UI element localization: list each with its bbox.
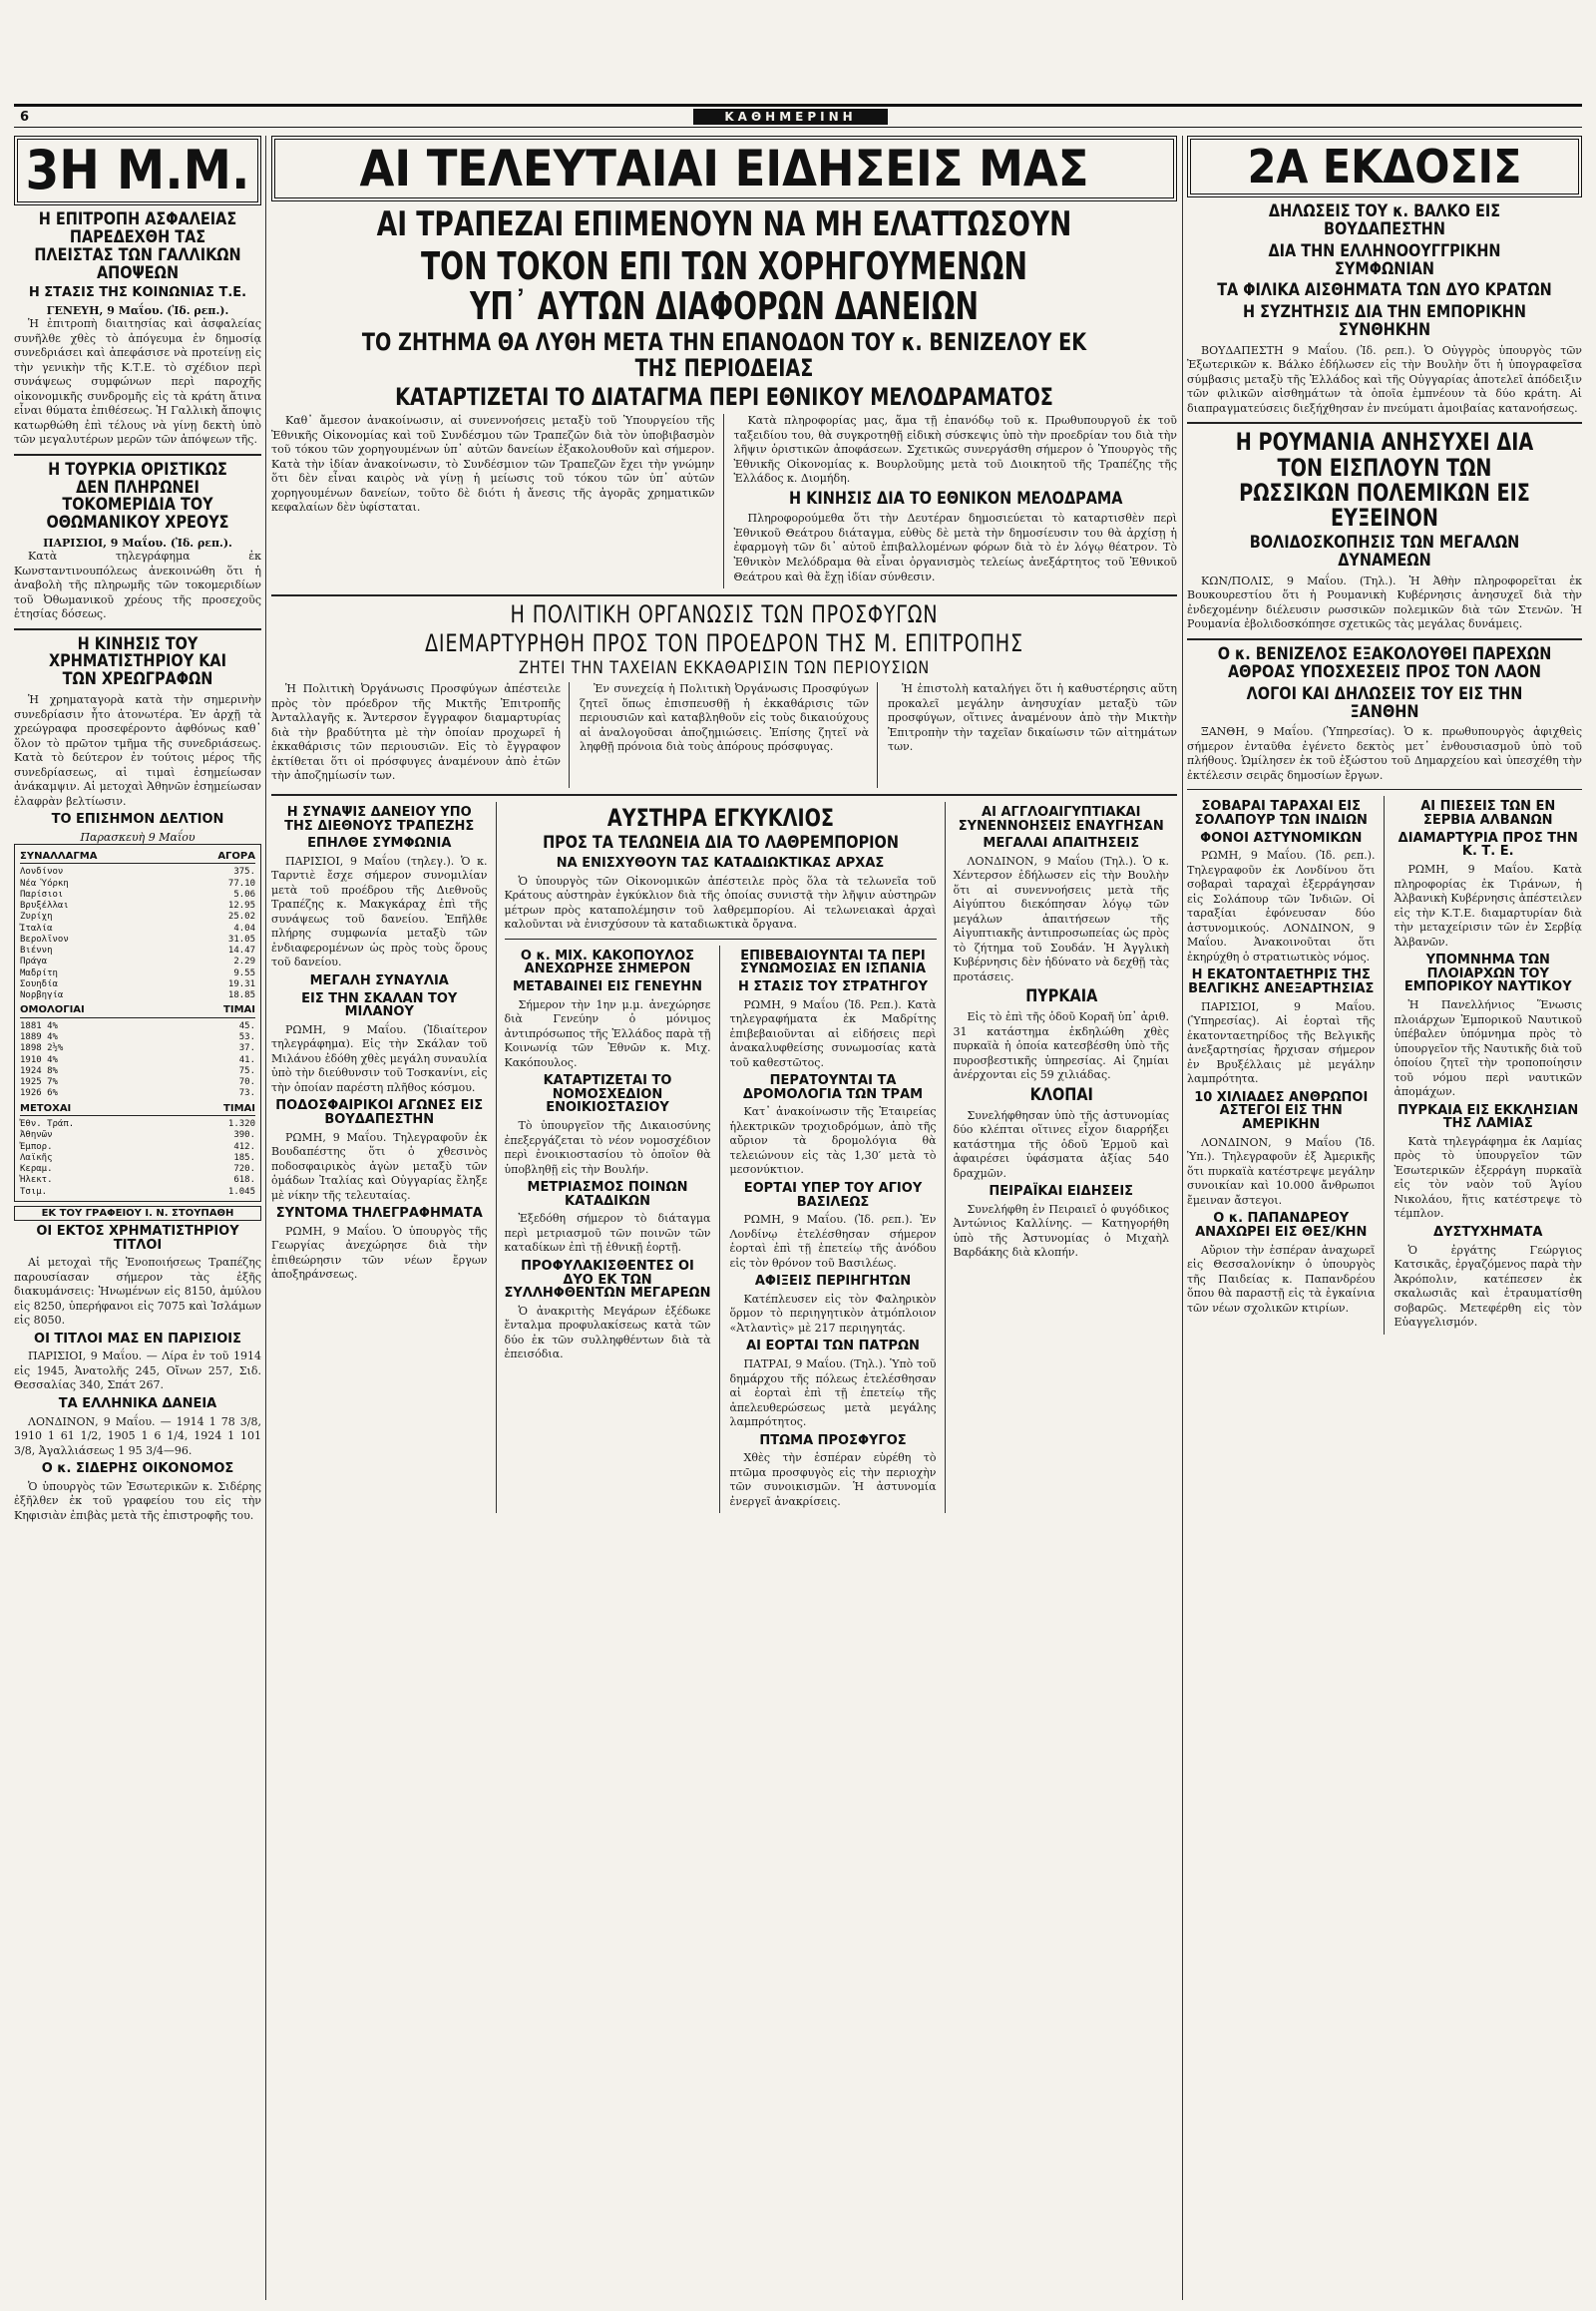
table-row (20, 946, 255, 957)
table-row (20, 1066, 255, 1077)
dateline: ΠΑΡΙΣΙΟΙ, 9 Μαΐου. (Ἰδ. ρεπ.). (43, 537, 232, 551)
table-cell-value: 390. (233, 1130, 255, 1141)
article-body: ΡΩΜΗ, 9 Μαΐου. Τηλεγραφοῦν ἐκ Βουδαπέστης ὅτι ὁ χθεσινὸς ποδοσφαιρικὸς ἀγὼν μεταξὺ τῶν ὁμάδων Ἰταλίας καὶ Οὑγγαρίας ἔληξε μὲ νίκην τῆς τελευταίας. (271, 1130, 488, 1202)
table-row (20, 1175, 255, 1186)
table-cell-value: 185. (233, 1152, 255, 1163)
article-body: Αἱ μετοχαὶ τῆς Ἑνοποιήσεως Τραπέζης παρουσίασαν σήμερον τὰς ἑξῆς διακυμάνσεις: Ἠνωμένων εἰς 8150, ἀμύλου εἰς 8250, ὑπερήφανοι εἰς 7075 καὶ Ἰσλάμων εἰς 8050. (14, 1256, 261, 1328)
article-body: Κατὰ τηλεγράφημα ἐκ Κωνσταντινουπόλεως ἀνεκοινώθη ὅτι ἡ ἀναβολὴ τῆς πληρωμῆς τῶν τοκομεριδίων τοῦ Ὀθωμανικοῦ χρέους τῆς προσεχοῦς ἑτησίας δόσεως. (14, 550, 261, 621)
table-cell-value: ΑΓΟΡΑ (217, 850, 255, 862)
table-cell-value: 45. (238, 1020, 255, 1031)
table-subtitle: Παρασκευὴ 9 Μαΐου (80, 830, 196, 844)
table-row (20, 1164, 255, 1175)
headline: ΑΙ ΕΟΡΤΑΙ ΤΩΝ ΠΑΤΡΩΝ (746, 1339, 920, 1354)
headline: Η ΡΟΥΜΑΝΙΑ ΑΝΗΣΥΧΕΙ ΔΙΑ ΤΟΝ ΕΙΣΠΛΟΥΝ ΤΩΝ ΡΩΣΣΙΚΩΝ ΠΟΛΕΜΙΚΩΝ ΕΙΣ ΕΥΞΕΙΝΟΝ (1235, 428, 1534, 533)
subheadline: ΔΙΑΜΑΡΤΥΡΙΑ ΠΡΟΣ ΤΗΝ Κ. Τ. Ε. (1397, 830, 1578, 860)
table-cell-label: ΟΜΟΛΟΓΙΑΙ (20, 1004, 85, 1016)
subheadline: ΜΕΓΑΛΑΙ ΑΠΑΙΤΗΣΕΙΣ (983, 836, 1140, 852)
article-body: Ἐν συνεχείᾳ ἡ Πολιτικὴ Ὀργάνωσις Προσφύγων ζητεῖ ὅπως ἐπισπευσθῇ ἡ ἐκκαθάρισις τῶν περιουσιῶν καὶ καταβληθοῦν εἰς τοὺς δικαιούχους αἱ ἀναλογοῦσαι ἀποζημιώσεις. Ἐπίσης ζητεῖ νὰ ληφθῇ πρόνοια διὰ τοὺς ἀπόρους πρόσφυγας. (580, 682, 878, 788)
headline: ΔΥΣΤΥΧΗΜΑΤΑ (1433, 1224, 1543, 1240)
table-cell-label: 1926 6% (20, 1088, 58, 1099)
article-body: Τὸ ὑπουργεῖον τῆς Δικαιοσύνης ἐπεξεργάζεται τὸ νέον νομοσχέδιον περὶ ἐνοικιοστασίου τὸ ὁποῖον θὰ ὑποβληθῇ εἰς τὴν Βουλήν. (504, 1119, 711, 1176)
headline: Ο κ. ΠΑΠΑΝΔΡΕΟΥ ΑΝΑΧΩΡΕΙ ΕΙΣ ΘΕΣ/ΚΗΝ (1195, 1211, 1368, 1240)
article-body: Πληροφορούμεθα ὅτι τὴν Δευτέραν δημοσιεύεται τὸ καταρτισθὲν περὶ Ἐθνικοῦ Θεάτρου διάταγμα, εὐθὺς δὲ μετὰ τὴν δημοσίευσιν του θὰ ἀρχίσῃ ἡ ἐφαρμογὴ τῶν δι᾽ αὐτοῦ ἐπιβαλλομένων φόρων διὰ τὸ ἐν λόγῳ θέατρον. Τὸ Ἐθνικὸν Μελόδραμα θὰ εἶναι ὀργανισμὸς τελείως ἀνεξάρτητος τοῦ Ἐθνικοῦ Θεάτρου καὶ θὰ ἔχῃ ἰδίαν σύνθεσιν. (733, 512, 1177, 583)
table-row (20, 851, 255, 865)
table-cell-label: Βερολῖνον (20, 934, 69, 945)
article-body: Ἐξεδόθη σήμερον τὸ διάταγμα περὶ μετριασμοῦ τῶν ποινῶν τῶν καταδίκων ἐπὶ τῇ ἐθνικῇ ἑορτῇ. (504, 1212, 711, 1255)
newspaper-name: ΚΑΘΗΜΕΡΙΝΗ (693, 109, 887, 125)
article-body: ΠΑΤΡΑΙ, 9 Μαΐου. (Τηλ.). Ὑπὸ τοῦ δημάρχου τῆς πόλεως ἐτελέσθησαν αἱ ἑορταὶ ἐπὶ τῇ ἐπετείῳ τῆς ἀπελευθερώσεως μετὰ μεγάλης λαμπρότητος. (729, 1357, 937, 1429)
headline: ΔΗΛΩΣΕΙΣ ΤΟΥ κ. ΒΑΛΚΟ ΕΙΣ ΒΟΥΔΑΠΕΣΤΗΝ (1268, 201, 1501, 239)
table-cell-value: 53. (238, 1032, 255, 1043)
main-subheadline: ΤΟ ΖΗΤΗΜΑ ΘΑ ΛΥΘΗ ΜΕΤΑ ΤΗΝ ΕΠΑΝΟΔΟΝ ΤΟΥ κ. ΒΕΝΙΖΕΛΟΥ ΕΚ ΤΗΣ ΠΕΡΙΟΔΕΙΑΣ (361, 328, 1087, 382)
table-cell-label: 1898 2½% (20, 1043, 64, 1054)
headline: ΣΟΒΑΡΑΙ ΤΑΡΑΧΑΙ ΕΙΣ ΣΟΛΑΠΟΥΡ ΤΩΝ ΙΝΔΙΩΝ (1194, 799, 1368, 829)
section-label: ΕΚ ΤΟΥ ΓΡΑΦΕΙΟΥ Ι. Ν. ΣΤΟΥΠΑΘΗ (14, 1206, 261, 1221)
headline: Η ΚΙΝΗΣΙΣ ΤΟΥ ΧΡΗΜΑΤΙΣΤΗΡΙΟΥ ΚΑΙ ΤΩΝ ΧΡΕΩΓΡΑΦΩΝ (49, 633, 226, 690)
table-cell-label: 1889 4% (20, 1032, 58, 1043)
headline: Η ΣΥΝΑΨΙΣ ΔΑΝΕΙΟΥ ΥΠΟ ΤΗΣ ΔΙΕΘΝΟΥΣ ΤΡΑΠΕΖΗΣ (284, 804, 475, 834)
table-cell-value: 9.55 (233, 967, 255, 978)
table-row (20, 968, 255, 979)
table-cell-label: Τσιμ. (20, 1186, 48, 1197)
headline: ΥΠΟΜΝΗΜΑ ΤΩΝ ΠΛΟΙΑΡΧΩΝ ΤΟΥ ΕΜΠΟΡΙΚΟΥ ΝΑΥΤΙΚΟΥ (1403, 953, 1572, 995)
dateline: ΓΕΝΕΥΗ, 9 Μαΐου. (Ἰδ. ρεπ.). (46, 304, 229, 318)
table-cell-label: Σουηδία (20, 978, 58, 989)
page-header-bar (14, 104, 1582, 128)
article-body: Συνελήφθησαν ὑπὸ τῆς ἀστυνομίας δύο κλέπται οἵτινες εἶχον διαρρήξει κατάστημα τῆς ὁδοῦ Ἑρμοῦ καὶ ἀφαιρέσει ὑφάσματα ἀξίας 540 δραχμῶν. (953, 1108, 1169, 1180)
subheadline: ΖΗΤΕΙ ΤΗΝ ΤΑΧΕΙΑΝ ΕΚΚΑΘΑΡΙΣΙΝ ΤΩΝ ΠΕΡΙΟΥΣΙΩΝ (518, 658, 931, 679)
table-title: ΤΟ ΕΠΙΣΗΜΟΝ ΔΕΛΤΙΟΝ (51, 812, 224, 828)
table-cell-value: 70. (238, 1077, 255, 1088)
table-cell-value: 412. (233, 1141, 255, 1152)
table-cell-value: 25.02 (227, 912, 255, 923)
article-body: Κατ᾽ ἀνακοίνωσιν τῆς Ἑταιρείας ἡλεκτρικῶν τροχιοδρόμων, ἀπὸ τῆς αὔριον τὰ δρομολόγια θὰ τελειώνουν εἰς τὰς 1,30′ μετὰ τὸ μεσονύκτιον. (729, 1105, 937, 1177)
table-cell-label: 1924 8% (20, 1065, 58, 1076)
headline: ΠΕΙΡΑΪΚΑΙ ΕΙΔΗΣΕΙΣ (989, 1184, 1134, 1200)
headline: ΣΥΝΤΟΜΑ ΤΗΛΕΓΡΑΦΗΜΑΤΑ (275, 1206, 483, 1222)
article-body: ΚΩΝ/ΠΟΛΙΣ, 9 Μαΐου. (Τηλ.). Ἡ Ἀθὴν πληροφορεῖται ἐκ Βουκουρεστίου ὅτι ἡ Ρουμανικὴ Κυβέρνησις ἀνησυχεῖ διὰ τὴν ἐνδεχομένην διέλευσιν ρωσσικῶν πολεμικῶν διὰ τῶν Στενῶν. Ἡ Ρουμανία ἐβολιδοσκόπησε σχετικῶς τὰς μεγάλας δυνάμεις. (1187, 574, 1582, 631)
article-body: ΡΩΜΗ, 9 Μαΐου. (Ἰδ. ρεπ.). Ἐν Λονδίνῳ ἐτελέσθησαν σήμερον ἑορταὶ ἐπὶ τῇ ἐπετείῳ τῆς ἀνόδου εἰς τὸν θρόνον τοῦ Βασιλέως. (729, 1213, 937, 1270)
headline: Η ΕΠΙΤΡΟΠΗ ΑΣΦΑΛΕΙΑΣ ΠΑΡΕΔΕΧΘΗ ΤΑΣ ΠΛΕΙΣΤΑΣ ΤΩΝ ΓΑΛΛΙΚΩΝ ΑΠΟΨΕΩΝ (34, 209, 241, 283)
table-cell-label: 1910 4% (20, 1054, 58, 1065)
table-row (20, 957, 255, 967)
headline: ΠΤΩΜΑ ΠΡΟΣΦΥΓΟΣ (759, 1432, 907, 1448)
table-cell-label: Μαδρίτη (20, 967, 58, 978)
stock-table (14, 844, 261, 1202)
main-headline-2: ΤΟΝ ΤΟΚΟΝ ΕΠΙ ΤΩΝ ΧΟΡΗΓΟΥΜΕΝΩΝ ΥΠ᾽ ΑΥΤΩΝ ΔΙΑΦΟΡΩΝ ΔΑΝΕΙΩΝ (420, 243, 1028, 328)
subheadline: ΝΑ ΕΝΙΣΧΥΘΟΥΝ ΤΑΣ ΚΑΤΑΔΙΩΚΤΙΚΑΣ ΑΡΧΑΣ (556, 855, 885, 871)
headline: Η ΤΟΥΡΚΙΑ ΟΡΙΣΤΙΚΩΣ ΔΕΝ ΠΛΗΡΩΝΕΙ ΤΟΚΟΜΕΡΙΔΙΑ ΤΟΥ ΟΘΩΜΑΝΙΚΟΥ ΧΡΕΟΥΣ (46, 459, 229, 534)
headline-2: ΔΙΑ ΤΗΝ ΕΛΛΗΝΟΟΥΓΓΡΙΚΗΝ ΣΥΜΦΩΝΙΑΝ (1268, 240, 1501, 279)
article-body: Καθ᾽ ἄμεσον ἀνακοίνωσιν, αἱ συνεννοήσεις μεταξὺ τοῦ Ὑπουργείου τῆς Ἐθνικῆς Οἰκονομίας καὶ τοῦ Συνδέσμου τῶν Τραπεζῶν διὰ τὸν ὑποβιβασμὸν τοῦ τόκου τῶν χορηγουμένων ὑπ᾽ αὐτῶν δανείων ἐξακολουθοῦν καὶ σήμερον. Κατὰ τὴν ἰδίαν ἀνακοίνωσιν, τὸ Συνδέσμιον τῶν Τραπεζῶν ἔχει τὴν γνώμην ὅτι δὲν εἶναι καιρὸς νὰ γίνῃ ἡ μείωσις τοῦ τόκου τῶν ὑπ᾽ αὐτῶν χορηγουμένων δανείων, τοῦτο δὲ διότι ἡ ἄνεσις τῆς ἀγορᾶς χρηματικῶν κεφαλαίων δὲν ὑφίσταται. (271, 414, 724, 588)
headline: ΠΥΡΚΑΙΑ (1024, 986, 1097, 1007)
headline: ΑΦΙΞΕΙΣ ΠΕΡΙΗΓΗΤΩΝ (754, 1274, 912, 1290)
table-cell-label: 1881 4% (20, 1020, 58, 1031)
table-cell-label: Βρυξέλλαι (20, 901, 69, 912)
subheadline: ΜΕΤΑΒΑΙΝΕΙ ΕΙΣ ΓΕΝΕΥΗΝ (513, 978, 702, 994)
article-body: Κατέπλευσεν εἰς τὸν Φαληρικὸν ὅρμον τὸ περιηγητικὸν ἀτμόπλοιον «Ἀτλαντὶς» μὲ 217 περιηγητάς. (729, 1292, 937, 1335)
table-row (20, 1032, 255, 1043)
table-cell-label: Ἰταλία (20, 923, 53, 934)
subheadline: ΒΟΛΙΔΟΣΚΟΠΗΣΙΣ ΤΩΝ ΜΕΓΑΛΩΝ ΔΥΝΑΜΕΩΝ (1249, 533, 1520, 572)
table-row (20, 890, 255, 901)
table-cell-value: ΤΙΜΑΙ (223, 1102, 255, 1114)
article-body: Ἡ ἐπιστολὴ καταλήγει ὅτι ἡ καθυστέρησις αὕτη προκαλεῖ μεγάλην ἀνησυχίαν μεταξὺ τῶν προσφύγων, οἵτινες ἀναμένουν ἀπὸ τὴν Μικτὴν Ἐπιτροπὴν τὴν ταχεῖαν δικαίωσιν τῶν αἰτημάτων των. (888, 682, 1177, 754)
table-cell-label: ΜΕΤΟΧΑΙ (20, 1102, 72, 1114)
headline: 10 ΧΙΛΙΑΔΕΣ ΑΝΘΡΩΠΟΙ ΑΣΤΕΓΟΙ ΕΙΣ ΤΗΝ ΑΜΕΡΙΚΗΝ (1194, 1089, 1369, 1133)
headline: Ο κ. ΣΙΔΕΡΗΣ ΟΙΚΟΝΟΜΟΣ (41, 1461, 234, 1477)
subheadline-2: Η ΣΥΖΗΤΗΣΙΣ ΔΙΑ ΤΗΝ ΕΜΠΟΡΙΚΗΝ ΣΥΝΘΗΚΗΝ (1243, 302, 1526, 341)
article-body: ΛΟΝΔΙΝΟΝ, 9 Μαΐου. — 1914 1 78 3/8, 1910 1 61 1/2, 1905 1 6 1/4, 1924 1 101 3/8, Ἀγαλλιάσεως 1 95 3/4—96. (14, 1414, 261, 1457)
table-cell-label: Ἀθηνῶν (20, 1130, 53, 1141)
subheadline: Η ΣΤΑΣΙΣ ΤΗΣ ΚΟΙΝΩΝΙΑΣ Τ.Ε. (28, 285, 247, 301)
left-column (14, 136, 261, 2300)
article-body: Ὁ ὑπουργὸς τῶν Οἰκονομικῶν ἀπέστειλε πρὸς ὅλα τὰ τελωνεῖα τοῦ Κράτους αὐστηρὰν ἐγκύκλιον διὰ τῆς ὁποίας συνιστᾷ τὴν λῆψιν αὐστηρῶν μέτρων πρὸς καταπολέμησιν τοῦ λαθρεμπορίου. Αἱ τελωνειακαὶ ἀρχαὶ καλοῦνται νὰ ἐνισχύσουν τὰ καταδιωκτικὰ ὄργανα. (504, 874, 937, 932)
headline: ΠΟΔΟΣΦΑΙΡΙΚΟΙ ΑΓΩΝΕΣ ΕΙΣ ΒΟΥΔΑΠΕΣΤΗΝ (275, 1098, 484, 1128)
article-body: ΠΑΡΙΣΙΟΙ, 9 Μαΐου. — Λίρα ἐν τοῦ 1914 εἰς 1945, Ἀνατολῆς 245, Οἴνων 257, Σιδ. Θεσσαλίας 340, Σπάτ 267. (14, 1349, 261, 1392)
table-cell-label: Ἐμπορ. (20, 1141, 53, 1152)
article-body: Χθὲς τὴν ἑσπέραν εὑρέθη τὸ πτῶμα προσφυγὸς εἰς τὴν περιοχὴν τῶν συνοικισμῶν. Ἡ ἀστυνομία ἐνεργεῖ ἀνακρίσεις. (729, 1451, 937, 1508)
table-cell-label: ΣΥΝΑΛΛΑΓΜΑ (20, 850, 98, 862)
subheadline: ΤΑ ΦΙΛΙΚΑ ΑΙΣΘΗΜΑΤΑ ΤΩΝ ΔΥΟ ΚΡΑΤΩΝ (1217, 280, 1552, 301)
table-cell-value: 75. (238, 1065, 255, 1076)
article-body: ΡΩΜΗ, 9 Μαΐου. Κατὰ πληροφορίας ἐκ Τιράνων, ἡ Ἀλβανικὴ Κυβέρνησις ἀπέστειλεν εἰς τὴν Κ.Τ.Ε. διαμαρτυρίαν διὰ τὴν μεταχείρισιν τῶν ἐν Σερβίᾳ Ἀλβανῶν. (1394, 862, 1582, 949)
headline: Η ΚΙΝΗΣΙΣ ΔΙΑ ΤΟ ΕΘΝΙΚΟΝ ΜΕΛΟΔΡΑΜΑ (788, 488, 1122, 509)
subheadline: ΛΟΓΟΙ ΚΑΙ ΔΗΛΩΣΕΙΣ ΤΟΥ ΕΙΣ ΤΗΝ ΞΑΝΘΗΝ (1246, 683, 1523, 722)
article-body: Αὔριον τὴν ἑσπέραν ἀναχωρεῖ εἰς Θεσσαλονίκην ὁ ὑπουργὸς τῆς Παιδείας κ. Παπανδρέου ὅπου θὰ παραστῇ εἰς τὰ ἐγκαίνια τῶν νέων σχολικῶν κτιρίων. (1187, 1243, 1376, 1315)
table-row (20, 1187, 255, 1198)
article-body: ΛΟΝΔΙΝΟΝ, 9 Μαΐου (Ἰδ. Ὑπ.). Τηλεγραφοῦν ἐξ Ἀμερικῆς ὅτι πυρκαϊὰ κατέστρεψε μεγάλην συνοικίαν καὶ 10.000 ἄνθρωποι ἔμειναν ἄστεγοι. (1187, 1135, 1376, 1207)
main-subheadline-2: ΚΑΤΑΡΤΙΖΕΤΑΙ ΤΟ ΔΙΑΤΑΓΜΑ ΠΕΡΙ ΕΘΝΙΚΟΥ ΜΕΛΟΔΡΑΜΑΤΟΣ (395, 382, 1053, 411)
table-cell-value: 18.85 (227, 990, 255, 1001)
table-row (20, 990, 255, 1001)
table-cell-label: Νέα Ὑόρκη (20, 878, 69, 889)
article-body: Σήμερον τὴν 1ην μ.μ. ἀνεχώρησε διὰ Γενεύην ὁ μόνιμος ἀντιπρόσωπος τῆς Ἑλλάδος παρὰ τῇ Κοινωνίᾳ τῶν Ἐθνῶν κ. Μιχ. Κακόπουλος. (504, 997, 711, 1069)
table-row (20, 1055, 255, 1066)
article-body: Ἡ χρηματαγορὰ κατὰ τὴν σημερινὴν συνεδρίασιν ἦτο ἀτονωτέρα. Ἐν ἀρχῇ τὰ χρεώγραφα προσεφέροντο ἀφθόνως καθ᾽ ὅλον τὸ πρῶτον τμῆμα τῆς συνεδριάσεως. Κατὰ τὸ δεύτερον ἐν τούτοις μέρος τῆς συνεδρίασεως, αἱ τιμαὶ ἐσημείωσαν ἀνάκαμψιν. Αἱ μετοχαὶ Ἀθηνῶν ἐσημείωσαν ἐλαφρὰν βελτίωσιν. (14, 693, 261, 808)
table-cell-value: 73. (238, 1088, 255, 1099)
article-body: Ἡ Πολιτικὴ Ὀργάνωσις Προσφύγων ἀπέστειλε πρὸς τὸν πρόεδρον τῆς Μικτῆς Ἐπιτροπῆς Ἀνταλλαγῆς κ. Ἄντερσον ἔγγραφον διαμαρτυρίας διὰ τὴν βραδύτητα μὲ τὴν ὁποίαν προχωρεῖ ἡ ἐκκαθάρισις τῶν περιουσιῶν. Εἰς τὸ ἔγγραφον ἐκτίθεται ὅτι οἱ πρόσφυγες ἀναμένουν ἀπὸ ἐτῶν τὴν ἀποζημίωσίν των. (271, 682, 570, 788)
table-row (20, 935, 255, 946)
table-cell-value: 720. (233, 1164, 255, 1175)
headline: ΟΙ ΕΚΤΟΣ ΧΡΗΜΑΤΙΣΤΗΡΙΟΥ ΤΙΤΛΟΙ (36, 1223, 239, 1253)
article-body: Ἡ ἐπιτροπὴ διαιτησίας καὶ ἀσφαλείας συνῆλθε χθὲς τὸ ἀπόγευμα ἐν δημοσίᾳ συνεδριάσει καὶ ἀπεφάσισε νὰ προτείνῃ εἰς τὴν γενικὴν τῆς Κ.Τ.Ε. τὸ σχέδιον περὶ συνάψεως συμφώνων περὶ παροχῆς οἰκονομικῆς συνδρομῆς εἰς τὰ κράτη ἅτινα εἶναι θύματα ἐπιθέσεως. Ἡ Γαλλικὴ ἄποψις κατωρθώθη ἐπὶ τέλους νὰ γίνῃ δεκτὴ ὑπὸ τῶν μεγαλυτέρων μερῶν τῶν ἀπόψεων τῆς. (14, 317, 261, 447)
table-row (20, 879, 255, 890)
right-column (1187, 136, 1582, 2300)
subheadline: ΕΙΣ ΤΗΝ ΣΚΑΛΑΝ ΤΟΥ ΜΙΛΑΝΟΥ (301, 990, 458, 1020)
article-body: Κατὰ τηλεγράφημα ἐκ Λαμίας πρὸς τὸ ὑπουργεῖον τῶν Ἐσωτερικῶν ἐξερράγη πυρκαϊὰ εἰς τὸν ναὸν τοῦ Ἁγίου Νικολάου, ἥτις κατέστρεψε τὸ τέμπλον. (1394, 1134, 1582, 1221)
article-body: Ἡ Πανελλήνιος Ἕνωσις πλοιάρχων Ἐμπορικοῦ Ναυτικοῦ ὑπέβαλεν ὑπόμνημα πρὸς τὸ ὑπουργεῖον τῆς Ναυτικῆς διὰ τοῦ ὁποίου ζητεῖ τὴν τροποποίησιν τοῦ νόμου περὶ ναυτικῶν ἀπομάχων. (1394, 998, 1582, 1099)
table-cell-value: 2.29 (233, 957, 255, 967)
page-number: 6 (20, 109, 30, 125)
article-body: ΡΩΜΗ, 9 Μαΐου. Ὁ ὑπουργὸς τῆς Γεωργίας ἀνεχώρησε διὰ τὴν ἐπιθεώρησιν τῶν νέων ἔργων ἀποξηράνσεως. (271, 1224, 488, 1282)
main-headline: ΑΙ ΤΡΑΠΕΖΑΙ ΕΠΙΜΕΝΟΥΝ ΝΑ ΜΗ ΕΛΑΤΤΩΣΟΥΝ (376, 204, 1072, 244)
table-cell-label: Παρίσιοι (20, 889, 64, 900)
table-row (20, 1077, 255, 1088)
table-cell-label: 1925 7% (20, 1077, 58, 1088)
article-body: Ὁ ὑπουργὸς τῶν Ἐσωτερικῶν κ. Σιδέρης ἐξῆλθεν ἐκ τοῦ γραφείου του εἰς τὴν Κηφισιὰν ἐπιβὰς μετὰ τῆς ἐπιστροφῆς του. (14, 1479, 261, 1522)
table-cell-value: ΤΙΜΑΙ (223, 1004, 255, 1016)
table-row (20, 912, 255, 923)
article-body: Εἰς τὸ ἐπὶ τῆς ὁδοῦ Κοραῆ ὑπ᾽ ἀριθ. 31 κατάστημα ἐκδηλώθη χθὲς πυρκαϊὰ ἡ ὁποία κατεσβέσθη ὑπὸ τῆς πυροσβεστικῆς ὑπηρεσίας. Αἱ ζημίαι ἀνέρχονται εἰς 59 χιλιάδας. (953, 1010, 1169, 1082)
article-body: ΠΑΡΙΣΙΟΙ, 9 Μαΐου (τηλεγ.). Ὁ κ. Ταρντιὲ ἔσχε σήμερον συνομιλίαν μετὰ τοῦ προέδρου τῆς Διεθνοῦς Τραπέζης κ. Μακγκάραχ ἐπὶ τῆς συνάψεως τοῦ δανείου. Ἐπῆλθε πλήρης συμφωνία μεταξὺ τῶν ἐνδιαφερομένων ὡς πρὸς τοὺς ὅρους τοῦ δανείου. (271, 854, 488, 969)
table-cell-value: 37. (238, 1043, 255, 1054)
article-body: ΡΩΜΗ, 9 Μαΐου (Ἰδ. Ρεπ.). Κατὰ τηλεγραφήματα ἐκ Μαδρίτης ἐπιβεβαιοῦνται αἱ εἰδήσεις περὶ ἀνακαλυφθείσης συνωμοσίας κατὰ τοῦ καθεστῶτος. (729, 997, 937, 1069)
table-cell-value: 1.045 (227, 1186, 255, 1197)
headline: ΠΡΟΦΥΛΑΚΙΣΘΕΝΤΕΣ ΟΙ ΔΥΟ ΕΚ ΤΩΝ ΣΥΛΛΗΦΘΕΝΤΩΝ ΜΕΓΑΡΕΩΝ (504, 1258, 711, 1302)
subheadline: ΕΠΗΛΘΕ ΣΥΜΦΩΝΙΑ (307, 836, 452, 852)
subheadline: ΠΡΟΣ ΤΑ ΤΕΛΩΝΕΙΑ ΔΙΑ ΤΟ ΛΑΘΡΕΜΠΟΡΙΟΝ (542, 833, 899, 854)
article-body: ΛΟΝΔΙΝΟΝ, 9 Μαΐου (Τηλ.). Ὁ κ. Χέντερσον ἐδήλωσεν εἰς τὴν Βουλὴν ὅτι αἱ συνεννοήσεις μετὰ τῆς Αἰγύπτου διεκόπησαν λόγῳ τῶν μεγάλων ἀπαιτήσεων τῆς Αἰγυπτιακῆς ἀντιπροσωπείας ὡς πρὸς τὸ ζήτημα τοῦ Σουδάν. Ἡ Ἀγγλικὴ Κυβέρνησις δὲν ἠδύνατο νὰ δεχθῇ τὰς προτάσεις. (953, 854, 1169, 983)
table-row (20, 1088, 255, 1099)
headline: ΑΙ ΑΓΓΛΟΑΙΓΥΠΤΙΑΚΑΙ ΣΥΝΕΝΝΟΗΣΕΙΣ ΕΝΑΥΓΗΣΑΝ (958, 804, 1164, 834)
table-cell-label: Ζυρίχη (20, 912, 53, 923)
table-row (20, 979, 255, 990)
subheadline: ΦΟΝΟΙ ΑΣΤΥΝΟΜΙΚΩΝ (1200, 830, 1363, 846)
headline: Ο κ. ΜΙΧ. ΚΑΚΟΠΟΥΛΟΣ ΑΝΕΧΩΡΗΣΕ ΣΗΜΕΡΟΝ (520, 948, 695, 977)
headline: ΑΙ ΠΙΕΣΕΙΣ ΤΩΝ ΕΝ ΣΕΡΒΙΑ ΑΛΒΑΝΩΝ (1420, 799, 1556, 829)
center-column (271, 136, 1177, 2300)
table-cell-value: 375. (233, 867, 255, 878)
table-cell-label: Ἠλεκτ. (20, 1175, 53, 1186)
table-row (20, 901, 255, 912)
column-rule (1182, 136, 1183, 2300)
headline: ΑΥΣΤΗΡΑ ΕΓΚΥΚΛΙΟΣ (606, 803, 834, 832)
table-cell-value: 1.320 (227, 1119, 255, 1130)
column-rule (265, 136, 266, 2300)
table-cell-label: Κεραμ. (20, 1164, 53, 1175)
table-cell-value: 19.31 (227, 978, 255, 989)
article-body: ΒΟΥΔΑΠΕΣΤΗ 9 Μαΐου. (Ἰδ. ρεπ.). Ὁ Οὐγγρὸς ὑπουργὸς τῶν Ἐξωτερικῶν κ. Βάλκο ἐδήλωσεν εἰς τὴν Βουλὴν ὅτι ἡ ὑπογραφεῖσα σύμβασις μεταξὺ τῆς Ἑλλάδος καὶ τῆς Οὐγγαρίας ἀποτελεῖ ἀπόδειξιν τῶν φιλικῶν αἰσθημάτων τὰ ὁποῖα ἐμπνέουν τὰ δύο κράτη. Αἱ διαπραγματεύσεις διεξήχθησαν ἐν πνεύματι ἀμοιβαίας κατανοήσεως. (1187, 343, 1582, 415)
article-body: ΞΑΝΘΗ, 9 Μαΐου. (Ὑπηρεσίας). Ὁ κ. πρωθυπουργὸς ἀφιχθεὶς σήμερον ἐνταῦθα ἐγένετο δεκτὸς μετ᾽ ἐνθουσιασμοῦ ὑπὸ τοῦ πλήθους. Ὡμίλησεν ἐκ τοῦ ἐξώστου τοῦ Δημαρχείου καὶ ὑπεσχέθη τὴν ἐκτέλεσιν σειρᾶς δημοσίων ἔργων. (1187, 725, 1582, 782)
subheadline: Η ΣΤΑΣΙΣ ΤΟΥ ΣΤΡΑΤΗΓΟΥ (737, 978, 929, 994)
table-cell-value: 4.04 (233, 923, 255, 934)
article-body: ΡΩΜΗ, 9 Μαΐου. (Ἰδιαίτερον τηλεγράφημα). Εἰς τὴν Σκάλαν τοῦ Μιλάνου ἐδόθη χθὲς μεγάλη συναυλία ὑπὸ τὴν διεύθυνσιν τοῦ Τοσκανίνι, εἰς τὴν ὁποίαν παρέστη πλῆθος κόσμου. (271, 1022, 488, 1094)
article-body: Κατὰ πληροφορίας μας, ἅμα τῇ ἐπανόδῳ τοῦ κ. Πρωθυπουργοῦ ἐκ τοῦ ταξειδίου του, θὰ συγκροτηθῇ εἰδικὴ σύσκεψις ὑπὸ τὴν προεδρίαν του διὰ τὴν λῆψιν ὁριστικῶν ἀποφάσεων. Σχετικῶς συνεργάσθη σήμερον ὁ Ὑπουργὸς τῆς Ἐθνικῆς Οἰκονομίας κ. Βουρλοῦμης μετὰ τοῦ Διοικητοῦ τῆς Τραπέζης τῆς Ἑλλάδος κ. Διομήδη. (733, 414, 1177, 486)
article-body: Συνελήφθη ἐν Πειραιεῖ ὁ φυγόδικος Ἀντώνιος Καλλίνης. — Κατηγορήθη ὑπὸ τῆς Ἀστυνομίας ὁ Μιχαὴλ Βαρδάκης διὰ κλοπήν. (953, 1202, 1169, 1260)
table-cell-value: 77.10 (227, 878, 255, 889)
table-cell-label: Λονδίνον (20, 867, 64, 878)
table-row (20, 1043, 255, 1054)
article-body: ΠΑΡΙΣΙΟΙ, 9 Μαΐου. (Ὑπηρεσίας). Αἱ ἑορταὶ τῆς ἑκατονταετηρίδος τῆς Βελγικῆς ἀνεξαρτησίας ἤρχισαν σήμερον ἐν Βρυξέλλαις μὲ μεγάλην λαμπρότητα. (1187, 999, 1376, 1086)
headline: ΟΙ ΤΙΤΛΟΙ ΜΑΣ ΕΝ ΠΑΡΙΣΙΟΙΣ (34, 1331, 241, 1347)
headline: ΕΠΙΒΕΒΑΙΟΥΝΤΑΙ ΤΑ ΠΕΡΙ ΣΥΝΩΜΟΣΙΑΣ ΕΝ ΙΣΠΑΝΙΑ (739, 948, 927, 977)
right-section-title: 2Α ΕΚΔΟΣΙΣ (1187, 136, 1582, 197)
table-cell-label: Πράγα (20, 957, 48, 967)
article-body: ΡΩΜΗ, 9 Μαΐου. (Ἰδ. ρεπ.). Τηλεγραφοῦν ἐκ Λονδίνου ὅτι σοβαραὶ ταραχαὶ ἐξερράγησαν εἰς Σολάπουρ τῶν Ἰνδιῶν. Οἱ ταραξίαι ἐφόνευσαν δύο ἀστυνομικούς. ΛΟΝΔΙΝΟΝ, 9 Μαΐου. Ἀνακοινοῦται ὅτι ἐκηρύχθη ὁ στρατιωτικὸς νόμος. (1187, 849, 1376, 963)
headline: ΕΟΡΤΑΙ ΥΠΕΡ ΤΟΥ ΑΓΙΟΥ ΒΑΣΙΛΕΩΣ (743, 1180, 923, 1210)
left-section-title: 3Η Μ.Μ. (14, 136, 261, 205)
table-cell-label: Νορβηγία (20, 990, 64, 1001)
table-row (20, 1130, 255, 1141)
table-cell-value: 14.47 (227, 946, 255, 957)
table-cell-value: 31.05 (227, 934, 255, 945)
table-cell-value: 618. (233, 1175, 255, 1186)
table-cell-label: Βιέννη (20, 946, 53, 957)
table-cell-value: 5.06 (233, 889, 255, 900)
table-row (20, 1021, 255, 1032)
headline: ΜΕΤΡΙΑΣΜΟΣ ΠΟΙΝΩΝ ΚΑΤΑΔΙΚΩΝ (527, 1180, 688, 1209)
table-cell-value: 41. (238, 1054, 255, 1065)
headline: ΠΥΡΚΑΙΑ ΕΙΣ ΕΚΚΛΗΣΙΑΝ ΤΗΣ ΛΑΜΙΑΣ (1397, 1102, 1579, 1132)
table-row (20, 1103, 255, 1117)
headline: Η ΠΟΛΙΤΙΚΗ ΟΡΓΑΝΩΣΙΣ ΤΩΝ ΠΡΟΣΦΥΓΩΝ (510, 600, 939, 629)
table-row (20, 924, 255, 935)
headline: ΠΕΡΑΤΟΥΝΤΑΙ ΤΑ ΔΡΟΜΟΛΟΓΙΑ ΤΩΝ ΤΡΑΜ (742, 1073, 924, 1102)
center-section-title: ΑΙ ΤΕΛΕΥΤΑΙΑΙ ΕΙΔΗΣΕΙΣ ΜΑΣ (271, 136, 1177, 201)
headline: ΚΛΟΠΑΙ (1029, 1084, 1093, 1105)
headline: Ο κ. ΒΕΝΙΖΕΛΟΣ ΕΞΑΚΟΛΟΥΘΕΙ ΠΑΡΕΧΩΝ ΑΘΡΟΑΣ ΥΠΟΣΧΕΣΕΙΣ ΠΡΟΣ ΤΟΝ ΛΑΟΝ (1217, 643, 1552, 682)
table-row (20, 1119, 255, 1130)
article-body: Ὁ ἀνακριτὴς Μεγάρων ἐξέδωκε ἔνταλμα προφυλακίσεως κατὰ τῶν δύο ἐκ τῶν συλληφθέντων διὰ τὰ ἐπεισόδια. (504, 1304, 711, 1361)
table-cell-label: Λαϊκῆς (20, 1152, 53, 1163)
headline: ΜΕΓΑΛΗ ΣΥΝΑΥΛΙΑ (309, 972, 449, 988)
headline: ΚΑΤΑΡΤΙΖΕΤΑΙ ΤΟ ΝΟΜΟΣΧΕΔΙΟΝ ΕΝΟΙΚΙΟΣΤΑΣΙΟΥ (543, 1073, 672, 1116)
table-row (20, 867, 255, 878)
table-row (20, 1153, 255, 1164)
table-cell-label: Ἐθν. Τράπ. (20, 1119, 75, 1130)
table-cell-value: 12.95 (227, 901, 255, 912)
article-body: Ὁ ἐργάτης Γεώργιος Κατσικᾶς, ἐργαζόμενος παρὰ τὴν Ἀκρόπολιν, κατέπεσεν ἐκ σκαλωσιᾶς καὶ ἐτραυματίσθη σοβαρῶς. Μετεφέρθη εἰς τὸν Εὐαγγελισμόν. (1394, 1243, 1582, 1330)
headline: Η ΕΚΑΤΟΝΤΑΕΤΗΡΙΣ ΤΗΣ ΒΕΛΓΙΚΗΣ ΑΝΕΞΑΡΤΗΣΙΑΣ (1188, 967, 1375, 997)
table-row (20, 1142, 255, 1153)
table-row (20, 1004, 255, 1018)
headline: ΤΑ ΕΛΛΗΝΙΚΑ ΔΑΝΕΙΑ (58, 1395, 217, 1411)
headline: ΔΙΕΜΑΡΤΥΡΗΘΗ ΠΡΟΣ ΤΟΝ ΠΡΟΕΔΡΟΝ ΤΗΣ Μ. ΕΠΙΤΡΟΠΗΣ (425, 629, 1023, 658)
